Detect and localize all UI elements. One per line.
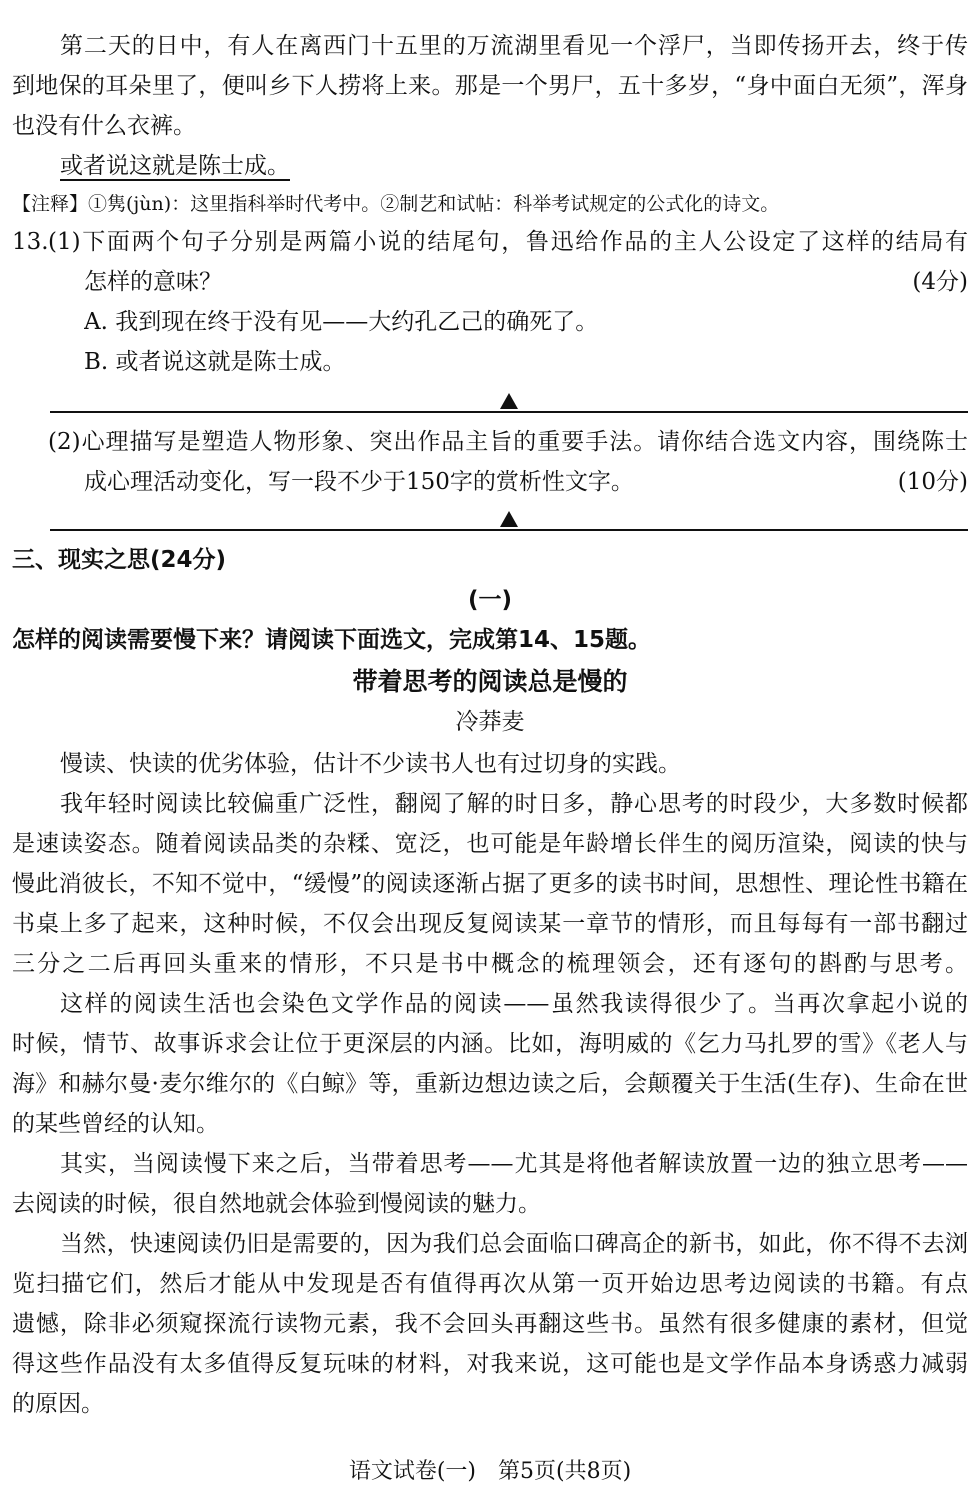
article-author: 冷莽麦 xyxy=(455,709,525,735)
question-text: 怎样的意味？ xyxy=(84,269,222,295)
story-paragraph-line: 也没有什么衣裤。 xyxy=(12,113,196,139)
article-paragraph-line: 慢此消彼长，不知不觉中，“缓慢”的阅读逐渐占据了更多的读书时间，思想性、理论性书籍在 xyxy=(12,871,968,897)
section-sub-number: (一) xyxy=(467,587,513,613)
story-paragraph-line: 到地保的耳朵里了，便叫乡下人捞将上来。那是一个男尸，五十多岁，“身中面白无须”，浑身 xyxy=(12,73,968,99)
answer-triangle-icon xyxy=(500,393,518,409)
section-instruction: 怎样的阅读需要慢下来？请阅读下面选文，完成第14、15题。 xyxy=(12,627,652,653)
score-label: (4分) xyxy=(912,269,968,295)
article-paragraph-line: 其实，当阅读慢下来之后，当带着思考——尤其是将他者解读放置一边的独立思考—— xyxy=(60,1151,968,1177)
article-paragraph-line: 三分之二后再回头重来的情形，不只是书中概念的梳理领会，还有逐句的斟酌与思考。 xyxy=(12,951,968,977)
article-paragraph-line: 这样的阅读生活也会染色文学作品的阅读——虽然我读得很少了。当再次拿起小说的 xyxy=(60,991,968,1017)
article-paragraph-line: 是速读姿态。随着阅读品类的杂糅、宽泛，也可能是年龄增长伴生的阅历渲染，阅读的快与 xyxy=(12,831,968,857)
article-paragraph-line: 书桌上多了起来，这种时候，不仅会出现反复阅读某一章节的情形，而且每每有一部书翻过 xyxy=(12,911,968,937)
annotation-note: 【注释】①隽(jùn)：这里指科举时代考中。②制艺和试帖：科举考试规定的公式化的诗文。 xyxy=(12,193,780,215)
article-paragraph-line: 当然，快速阅读仍旧是需要的，因为我们总会面临口碑高企的新书，如此，你不得不去浏 xyxy=(60,1231,968,1257)
answer-line[interactable] xyxy=(50,529,968,531)
article-paragraph-line: 的原因。 xyxy=(12,1391,104,1417)
option-b: B. 或者说这就是陈士成。 xyxy=(84,349,346,375)
question-13-part2-line xyxy=(84,462,968,502)
story-last-line xyxy=(60,146,968,186)
article-paragraph-line: 的某些曾经的认知。 xyxy=(12,1111,219,1137)
article-title: 带着思考的阅读总是慢的 xyxy=(352,667,628,696)
question-text: 成心理活动变化，写一段不少于150字的赏析性文字。 xyxy=(84,469,634,495)
answer-line[interactable] xyxy=(50,411,968,413)
article-paragraph-line: 去阅读的时候，很自然地就会体验到慢阅读的魅力。 xyxy=(12,1191,541,1217)
answer-triangle-icon xyxy=(500,511,518,527)
option-a: A. 我到现在终于没有见——大约孔乙己的确死了。 xyxy=(84,309,599,335)
question-13-number: 13. xyxy=(12,229,49,255)
article-paragraph-line: 遗憾，除非必须窥探流行读物元素，我不会回头再翻这些书。虽然有很多健康的素材，但觉 xyxy=(12,1311,968,1337)
article-paragraph-line: 慢读、快读的优劣体验，估计不少读书人也有过切身的实践。 xyxy=(60,751,681,777)
section-heading: 三、现实之思(24分) xyxy=(12,547,227,573)
page-footer: 语文试卷(一) 第5页(共8页) xyxy=(348,1459,632,1484)
article-paragraph-line: 海》和赫尔曼·麦尔维尔的《白鲸》等，重新边想边读之后，会颠覆关于生活(生存)、生命在世 xyxy=(12,1071,968,1097)
article-paragraph-line: 览扫描它们，然后才能从中发现是否有值得再次从第一页开始边思考边阅读的书籍。有点 xyxy=(12,1271,968,1297)
story-paragraph-line: 第二天的日中，有人在离西门十五里的万流湖里看见一个浮尸，当即传扬开去，终于传 xyxy=(60,33,968,59)
article-paragraph-line: 时候，情节、故事诉求会让位于更深层的内涵。比如，海明威的《乞力马扎罗的雪》《老人与 xyxy=(12,1031,968,1057)
question-13-part1-line xyxy=(84,262,968,302)
article-paragraph-line: 我年轻时阅读比较偏重广泛性，翻阅了解的时日多，静心思考的时段少，大多数时候都 xyxy=(60,791,968,817)
question-13-part2-line: (2)心理描写是塑造人物形象、突出作品主旨的重要手法。请你结合选文内容，围绕陈士 xyxy=(48,429,968,455)
underlined-sentence: 或者说这就是陈士成。 xyxy=(60,153,290,179)
question-13-part1-line: (1)下面两个句子分别是两篇小说的结尾句，鲁迅给作品的主人公设定了这样的结局有 xyxy=(48,229,968,255)
article-paragraph-line: 得这些作品没有太多值得反复玩味的材料，对我来说，这可能也是文学作品本身诱惑力减弱 xyxy=(12,1351,968,1377)
score-label: (10分) xyxy=(897,469,968,495)
